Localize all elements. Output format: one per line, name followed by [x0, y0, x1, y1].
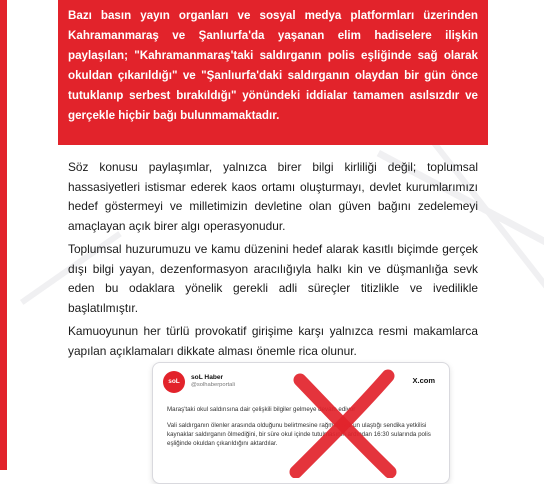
account-name: soL Haber: [191, 374, 224, 381]
account-handle: @solhaberportali: [191, 382, 235, 388]
headline-text: Bazı basın yayın organları ve sosyal medya platformları üzerinden Kahramanmaraş ve Şanlıurfa'da yaşanan elim hadiselere ilişkin paylaşılan; "Kahramanmaraş'taki saldırganın polis eşliğinde sağ olarak okuldan çıkarıldığı" ve "Şanlıurfa'daki saldırganın olaydan bir gün önce tutuklanıp serbest bırakıldığı" yönündeki iddialar tamamen asılsızdır ve gerçekle hiçbir bağı bulunmamaktadır.: [68, 9, 478, 122]
headline-box: [58, 0, 488, 145]
paragraph-2: Toplumsal huzurumuzu ve kamu düzenini hedef alarak kasıtlı biçimde gerçek dışı bilgi yayan, dezenformasyon aracılığıyla halkı kin ve düşmanlığa sevk eden bu odaklara yönelik gerekli adli süreçler titizlikle ve ivedilikle başlatılmıştır.: [68, 242, 478, 315]
post-text-line-1: Maraş'taki okul saldırısına dair çelişkili bilgiler gelmeye devam ediyor: [167, 406, 356, 413]
paragraph-1: Söz konusu paylaşımlar, yalnızca birer bilgi kirliliği değil; toplumsal hassasiyetleri istismar ederek kaos ortamı oluşturmayı, devlet kurumlarımızı hedef göstermeyi ve milletimizin devletine olan güven bağını zedelemeyi amaçlayan açık birer algı operasyonudur.: [68, 160, 478, 233]
platform-label: X.com: [412, 376, 435, 385]
sol-logo-icon: soL: [163, 371, 185, 393]
post-account: [191, 374, 235, 388]
paragraph-3: Kamuoyunun her türlü provokatif girişime karşı yalnızca resmi makamlarca yapılan açıklamaları dikkate alması önemle rica olunur.: [68, 324, 478, 358]
post-text-line-2: Vali saldırganın ölenler arasında olduğunu belirtmesine rağmen soL'un ulaştığı sendika yetkilisi kaynaklar saldırganın ölmediğini, bir süre okul içinde tutulmasının ardından 16:30 sularında polis eşliğinde okuldan çıkarıldığını aktardılar.: [167, 422, 431, 447]
x-mark-icon: [282, 368, 402, 478]
red-edge-bar: [0, 0, 7, 470]
